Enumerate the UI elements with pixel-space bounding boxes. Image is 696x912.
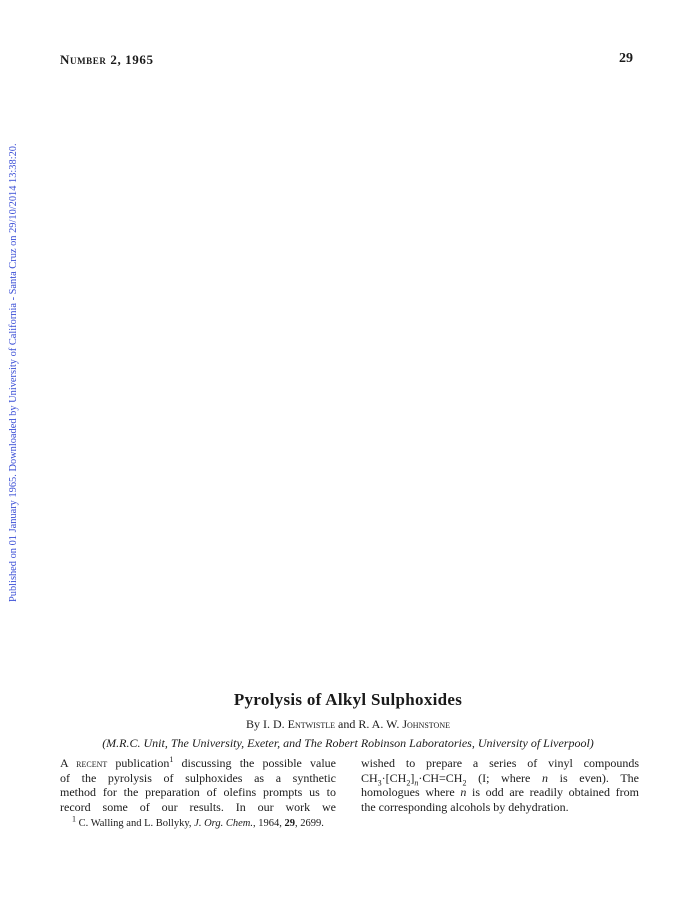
page-number: 29 [619, 51, 633, 66]
body-text: homologues where [361, 785, 461, 800]
body-text: discussing the possible value [173, 756, 336, 770]
body-text: is odd are readily obtained from [466, 785, 639, 800]
subscript: 3 [377, 777, 382, 787]
body-line: the corresponding alcohols by dehydration. [361, 799, 569, 814]
formula-part: is even). The [548, 770, 639, 785]
formula-line [361, 771, 639, 786]
footnote-marker: 1 [169, 755, 174, 764]
formula-part: ] [410, 770, 415, 785]
author-byline [0, 717, 696, 732]
footnote-year: , 1964, [252, 818, 285, 829]
formula-part: (I; where [466, 770, 542, 785]
body-line: record some of our results. In our work we [60, 799, 336, 814]
author-surname-2: Johnstone [402, 717, 450, 731]
byline-and: and R. A. W. [335, 717, 403, 731]
body-line: method for the preparation of olefins prompts us to [60, 785, 336, 800]
subscript: 2 [462, 777, 467, 787]
footnote-number: 1 [72, 814, 76, 824]
byline-by: By I. D. [246, 717, 288, 731]
body-line [60, 756, 336, 771]
download-notice[interactable]: Published on 01 January 1965. Downloaded by University of California - Santa Cruz on 29/10/2014 13:38:20. [8, 143, 19, 602]
running-head-text: Number 2, 1965 [60, 52, 154, 67]
subscript: 2 [406, 777, 411, 787]
footnote-pages: , 2699. [294, 818, 324, 829]
running-head [60, 52, 154, 68]
footnote-volume: 29 [284, 818, 295, 829]
body-column-right [361, 756, 639, 814]
author-surname-1: Entwistle [287, 717, 335, 731]
footnote-journal: J. Org. Chem. [194, 818, 253, 829]
body-column-left [60, 756, 336, 814]
footnote-authors: C. Walling and L. Bollyky, [76, 818, 195, 829]
body-line: wished to prepare a series of vinyl compounds [361, 756, 639, 770]
variable-n: n [542, 770, 548, 785]
body-text: publication [107, 756, 170, 770]
subscript: n [414, 777, 419, 787]
formula-part: ·[CH [381, 770, 407, 785]
body-line: of the pyrolysis of sulphoxides as a synthetic [60, 770, 336, 785]
author-affiliation: (M.R.C. Unit, The University, Exeter, and The Robert Robinson Laboratories, University of Liverpool) [102, 736, 594, 750]
formula-part: CH [361, 770, 378, 785]
body-line [361, 785, 639, 800]
variable-n: n [460, 785, 467, 800]
lead-in-smallcaps: A recent [60, 756, 108, 770]
article-title: Pyrolysis of Alkyl Sulphoxides [233, 690, 463, 709]
footnote [72, 814, 324, 829]
formula-part: ·CH=CH [418, 770, 463, 785]
